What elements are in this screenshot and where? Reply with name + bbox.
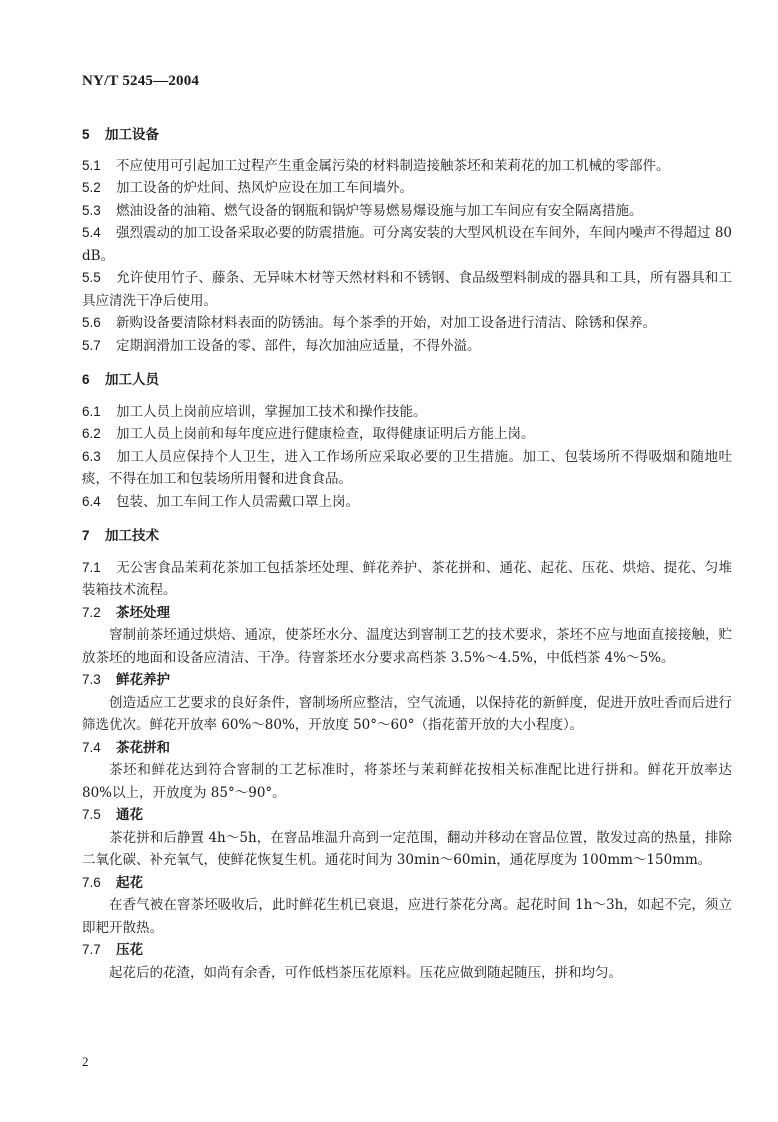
clause-text: 加工人员应保持个人卫生，进入工作场所应采取必要的卫生措施。加工、包装场所不得吸烟和随地吐痰，不得在加工和包装场所用餐和进食食品。 — [82, 448, 732, 487]
clause-number: 7.3 — [82, 672, 101, 687]
section-number: 7 — [82, 528, 90, 543]
subsection-title-7-2 — [82, 602, 732, 625]
clause-text: 定期润滑加工设备的零、部件，每次加油应适量，不得外溢。 — [116, 337, 481, 354]
subsection-text-7-6: 在香气被在窨茶坯吸收后，此时鲜花生机已衰退，应进行茶花分离。起花时间 1h～3h，如起不完，须立即耙开散热。 — [82, 897, 732, 936]
clause-number: 6.2 — [82, 426, 101, 441]
clause-text: 加工设备的炉灶间、热风炉应设在加工车间墙外。 — [116, 180, 413, 196]
section-heading-6 — [82, 369, 732, 392]
clause-text: 加工人员上岗前和每年度应进行健康检查，取得健康证明后方能上岗。 — [116, 426, 535, 442]
clause-5-1 — [82, 155, 732, 178]
subsection-title-7-7 — [82, 939, 732, 962]
section-heading-7 — [82, 525, 732, 548]
subsection-text-7-3: 创造适应工艺要求的良好条件，窨制场所应整洁，空气流通，以保持花的新鲜度，促进开放吐香而后进行筛选优次。鲜花开放率 60%～80%，开放度 50°～60°（指花蕾开放的大小程度）。 — [82, 694, 732, 733]
standard-code: NY/T 5245—2004 — [82, 73, 200, 89]
clause-text: 强烈震动的加工设备采取必要的防震措施。可分离安装的大型风机设在车间外，车间内噪声不得超过 80 dB。 — [82, 225, 732, 264]
clause-text: 无公害食品茉莉花茶加工包括茶坯处理、鲜花养护、茶花拼和、通花、起花、压花、烘焙、提花、匀堆装箱技术流程。 — [82, 559, 732, 598]
subsection-title-7-5 — [82, 804, 732, 827]
subsection-title-7-6 — [82, 872, 732, 895]
clause-number: 7.7 — [82, 942, 101, 957]
subsection-title: 茶花拼和 — [116, 739, 170, 756]
clause-5-5 — [82, 267, 732, 312]
section-number: 5 — [82, 127, 90, 142]
section-title: 加工设备 — [105, 127, 159, 143]
clause-number: 6.1 — [82, 403, 101, 419]
page-number: 2 — [82, 1054, 89, 1069]
clause-number: 7.4 — [82, 739, 101, 755]
clause-6-4 — [82, 491, 732, 514]
subsection-text-7-2: 窨制前茶坯通过烘焙、通凉，使茶坯水分、温度达到窨制工艺的技术要求，茶坯不应与地面直接接触，贮放茶坯的地面和设备应清洁、干净。待窨茶坯水分要求高档茶 3.5%～4.5%，中低档茶 4%～5%。 — [82, 627, 732, 666]
clause-7-1 — [82, 557, 732, 602]
clause-6-3 — [82, 446, 732, 491]
clause-text: 加工人员上岗前应培训，掌握加工技术和操作技能。 — [116, 403, 427, 420]
section-title: 加工技术 — [105, 528, 159, 544]
subsection-title-7-4 — [82, 737, 732, 760]
clause-5-3 — [82, 200, 732, 223]
clause-number: 7.5 — [82, 807, 101, 822]
clause-number: 5.3 — [82, 202, 101, 218]
clause-5-2 — [82, 177, 732, 200]
subsection-title: 压花 — [116, 942, 143, 958]
subsection-title: 通花 — [116, 807, 143, 823]
clause-number: 5.1 — [82, 157, 101, 173]
clause-number: 5.2 — [82, 180, 101, 195]
subsection-title: 鲜花养护 — [116, 672, 170, 688]
subsection-title: 茶坯处理 — [116, 604, 170, 621]
clause-text: 包装、加工车间工作人员需戴口罩上岗。 — [116, 493, 359, 510]
clause-number: 7.2 — [82, 604, 101, 620]
subsection-text-7-4: 茶坯和鲜花达到符合窨制的工艺标准时，将茶坯与茉莉鲜花按相关标准配比进行拼和。鲜花开放率达 80%以上，开放度为 85°～90°。 — [82, 762, 732, 801]
document-body — [82, 124, 732, 984]
subsection-text-7-7: 起花后的花渣，如尚有余香，可作低档茶压花原料。压花应做到随起随压，拼和均匀。 — [109, 964, 622, 981]
clause-number: 5.5 — [82, 270, 101, 285]
clause-number: 5.4 — [82, 225, 101, 240]
clause-number: 6.3 — [82, 448, 101, 464]
clause-text: 新购设备要清除材料表面的防锈油。每个茶季的开始，对加工设备进行清洁、除锈和保养。 — [116, 315, 656, 331]
subsection-title: 起花 — [116, 874, 143, 891]
clause-number: 7.6 — [82, 874, 101, 890]
clause-number: 7.1 — [82, 559, 101, 575]
clause-text: 允许使用竹子、藤条、无异味木材等天然材料和不锈钢、食品级塑料制成的器具和工具，所有器具和工具应清洗干净后使用。 — [82, 270, 732, 309]
clause-number: 5.6 — [82, 315, 101, 330]
clause-6-2 — [82, 423, 732, 446]
section-title: 加工人员 — [105, 372, 159, 388]
subsection-text-7-5: 茶花拼和后静置 4h～5h，在窨品堆温升高到一定范围，翻动并移动在窨品位置，散发过高的热量，排除二氧化碳、补充氧气，使鲜花恢复生机。通花时间为 30min～60min，通花厚度为 100mm～150mm。 — [82, 829, 732, 868]
clause-text: 不应使用可引起加工过程产生重金属污染的材料制造接触茶坯和茉莉花的加工机械的零部件。 — [116, 157, 670, 174]
clause-text: 燃油设备的油箱、燃气设备的钢瓶和锅炉等易燃易爆设施与加工车间应有安全隔离措施。 — [116, 202, 643, 219]
subsection-title-7-3 — [82, 669, 732, 692]
section-number: 6 — [82, 372, 90, 387]
clause-5-6 — [82, 312, 732, 335]
clause-number: 6.4 — [82, 493, 101, 509]
section-heading-5 — [82, 124, 732, 147]
clause-5-4 — [82, 222, 732, 267]
clause-6-1 — [82, 401, 732, 424]
clause-number: 5.7 — [82, 337, 101, 353]
clause-5-7 — [82, 335, 732, 358]
